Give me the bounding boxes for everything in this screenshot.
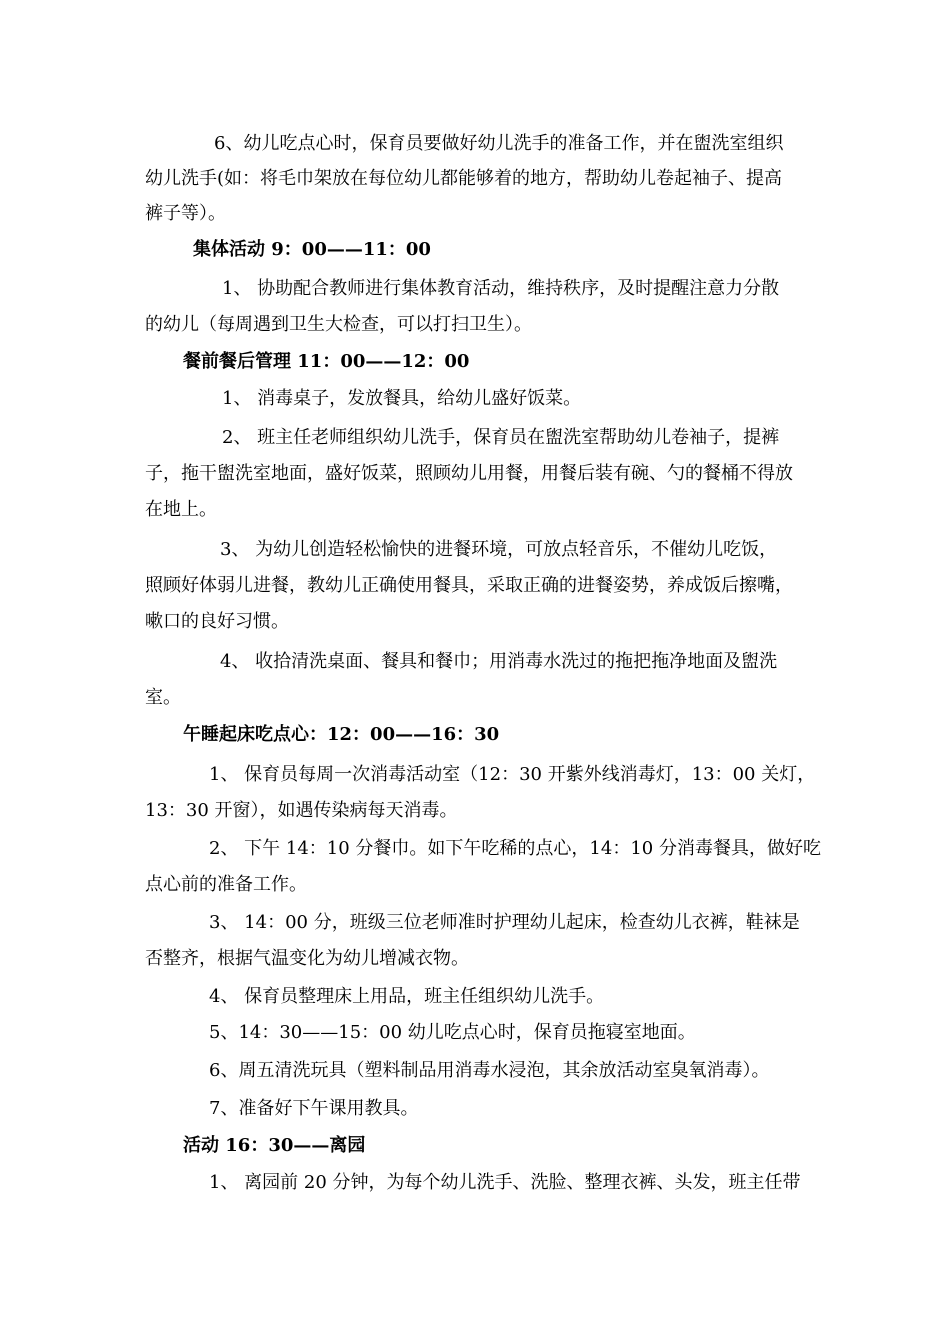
paragraph-line: 室。 [145, 687, 181, 708]
paragraph-line: 4、 保育员整理床上用品，班主任组织幼儿洗手。 [209, 986, 605, 1007]
paragraph-line: 6、周五清洗玩具（塑料制品用消毒水浸泡，其余放活动室臭氧消毒）。 [209, 1060, 770, 1081]
paragraph-line: 1、 协助配合教师进行集体教育活动，维持秩序，及时提醒注意力分散 [222, 278, 780, 299]
section-heading: 活动 16：30——离园 [183, 1135, 366, 1156]
section-heading: 午睡起床吃点心：12：00——16：30 [183, 724, 500, 745]
paragraph-line: 2、 下午 14：10 分餐巾。如下午吃稀的点心，14：10 分消毒餐具，做好吃 [209, 838, 821, 859]
paragraph-line: 裤子等）。 [145, 203, 226, 224]
section-heading: 集体活动 9：00——11：00 [193, 239, 431, 260]
paragraph-line: 13：30 开窗），如遇传染病每天消毒。 [145, 800, 458, 821]
paragraph-line: 的幼儿（每周遇到卫生大检查，可以打扫卫生）。 [145, 314, 532, 335]
paragraph-line: 3、 14：00 分，班级三位老师准时护理幼儿起床，检查幼儿衣裤，鞋袜是 [209, 912, 800, 933]
paragraph-line: 2、 班主任老师组织幼儿洗手，保育员在盥洗室帮助幼儿卷袖子，提裤 [222, 427, 780, 448]
paragraph-line: 嗽口的良好习惯。 [145, 611, 289, 632]
paragraph-line: 1、 离园前 20 分钟，为每个幼儿洗手、洗脸、整理衣裤、头发，班主任带 [209, 1172, 801, 1193]
paragraph-line: 3、 为幼儿创造轻松愉快的进餐环境，可放点轻音乐，不催幼儿吃饭， [220, 539, 778, 560]
paragraph-line: 否整齐，根据气温变化为幼儿增减衣物。 [145, 948, 469, 969]
paragraph-line: 幼儿洗手(如：将毛巾架放在每位幼儿都能够着的地方，帮助幼儿卷起袖子、提高 [145, 168, 783, 189]
paragraph-line: 5、14：30——15：00 幼儿吃点心时，保育员拖寝室地面。 [209, 1022, 696, 1043]
section-heading: 餐前餐后管理 11：00——12：00 [183, 351, 470, 372]
paragraph-line: 4、 收拾清洗桌面、餐具和餐巾；用消毒水洗过的拖把拖净地面及盥洗 [220, 651, 778, 672]
paragraph-line: 7、准备好下午课用教具。 [209, 1098, 419, 1119]
paragraph-line: 点心前的准备工作。 [145, 874, 307, 895]
paragraph-line: 6、幼儿吃点心时，保育员要做好幼儿洗手的准备工作，并在盥洗室组织 [214, 133, 784, 154]
paragraph-line: 在地上。 [145, 499, 217, 520]
paragraph-line: 照顾好体弱儿进餐，教幼儿正确使用餐具，采取正确的进餐姿势，养成饭后擦嘴， [145, 575, 793, 596]
paragraph-line: 1、 保育员每周一次消毒活动室（12：30 开紫外线消毒灯，13：00 关灯， [209, 764, 816, 785]
paragraph-line: 子，拖干盥洗室地面，盛好饭菜，照顾幼儿用餐，用餐后装有碗、勺的餐桶不得放 [145, 463, 793, 484]
paragraph-line: 1、 消毒桌子，发放餐具，给幼儿盛好饭菜。 [222, 388, 582, 409]
